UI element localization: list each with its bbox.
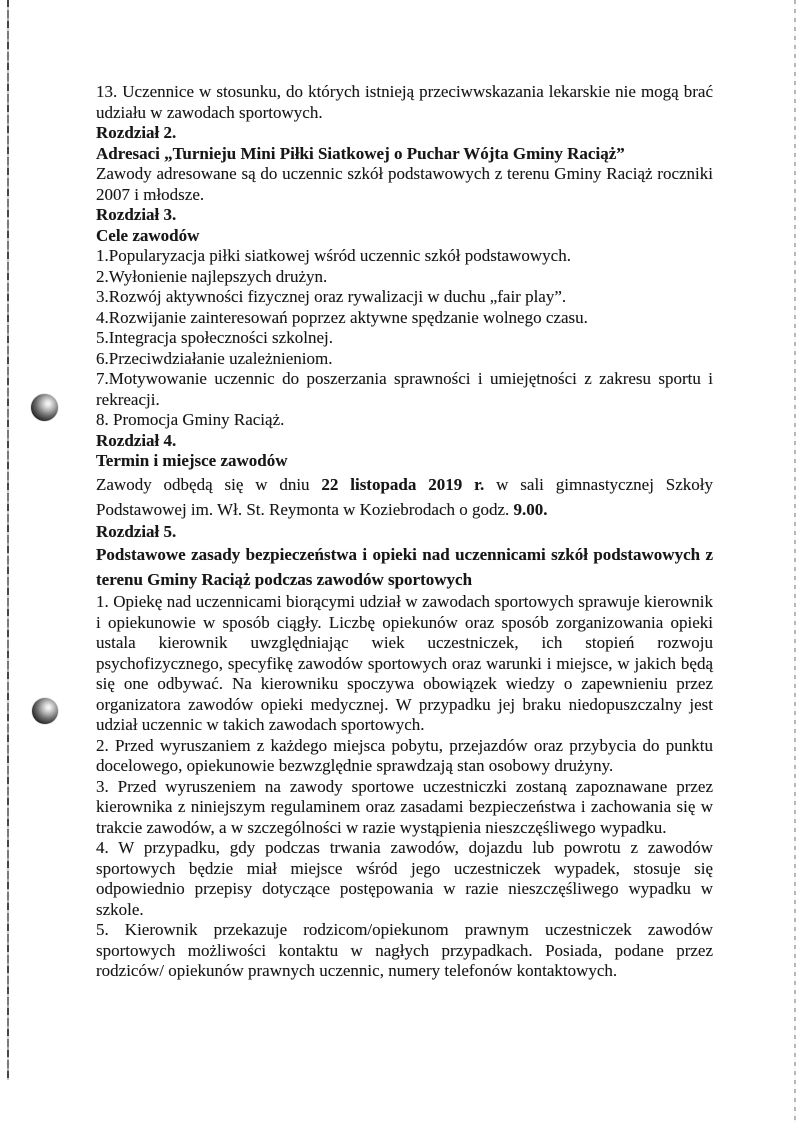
chapter-4-paragraph (96, 472, 713, 522)
event-intro-text: Zawody odbędą się w dniu (96, 474, 322, 494)
goal-item-6: 6.Przeciwdziałanie uzależnieniom. (96, 348, 333, 368)
event-venue-text: w sali gimnastycznej Szkoły Podstawowej im. Wł. St. Reymonta w Koziebrodach o godz. (96, 474, 713, 519)
chapter-5-heading: Rozdział 5. (96, 521, 177, 541)
goal-item-5: 5.Integracja społeczności szkolnej. (96, 328, 333, 347)
goal-item-7: 7.Motywowanie uczennic do poszerzania sprawności i umiejętności z zakresu sportu i rekreacji. (96, 369, 713, 409)
scan-edge-line-left (7, 0, 9, 1080)
chapter-2-paragraph: Zawody adresowane są do uczennic szkół podstawowych z terenu Gminy Raciąż roczniki 2007 i młodsze. (96, 164, 713, 204)
event-time: 9.00. (513, 499, 548, 519)
chapter-4-heading: Rozdział 4. (96, 430, 177, 450)
binder-hole-mark-top (31, 394, 58, 421)
goal-item-3: 3.Rozwój aktywności fizycznej oraz rywalizacji w duchu „fair play”. (96, 287, 567, 306)
goal-item-1: 1.Popularyzacja piłki siatkowej wśród uczennic szkół podstawowych. (96, 246, 571, 265)
chapter-2-heading: Rozdział 2. (96, 123, 177, 142)
chapter-4-subheading: Termin i miejsce zawodów (96, 451, 288, 470)
goal-item-4: 4.Rozwijanie zainteresowań poprzez aktywne spędzanie wolnego czasu. (96, 307, 588, 327)
chapter-2-subheading: Adresaci „Turnieju Mini Piłki Siatkowej o Puchar Wójta Gminy Raciąż” (96, 143, 625, 163)
safety-paragraph-5: 5. Kierownik przekazuje rodzicom/opiekunom prawnym uczestniczek zawodów sportowych możliwości kontaktu w nagłych przypadkach. Posiada, podane przez rodziców/ opiekunów prawnych uczennic, numery telefonów kontaktowych. (96, 920, 713, 980)
chapter-5-subheading: Podstawowe zasady bezpieczeństwa i opieki nad uczennicami szkół podstawowych z terenu Gminy Raciąż podczas zawodów sportowych (96, 545, 713, 589)
binder-hole-mark-bottom (32, 698, 58, 724)
safety-paragraph-2: 2. Przed wyruszaniem z każdego miejsca pobytu, przejazdów oraz przybycia do punktu docelowego, opiekunowie bezwzględnie sprawdzają stan osobowy drużyny. (96, 735, 713, 775)
safety-paragraph-1: 1. Opiekę nad uczennicami biorącymi udział w zawodach sportowych sprawuje kierownik i opiekunowie w sposób ciągły. Liczbę opiekunów oraz sposób zorganizowania opieki ustala kierownik uwzględniając wiek uczestniczek, ich stopień rozwoju psychofizycznego, specyfikę zawodów sportowych oraz warunki i miejsce, w jakich będą się one odbywać. Na kierowniku spoczywa obowiązek wiedzy o zapewnieniu przez organizatora zawodów opieki medycznej. W przypadku jej braku niedopuszczalny jest udział uczennic w takich zawodach sportowych. (96, 592, 713, 734)
chapter-3-subheading: Cele zawodów (96, 225, 200, 245)
safety-paragraph-4: 4. W przypadku, gdy podczas trwania zawodów, dojazdu lub powrotu z zawodów sportowych będzie miał miejsce wśród jego uczestniczek wypadek, stosuje się odpowiednio przepisy dotyczące postępowania w razie nieszczęśliwego wypadku w szkole. (96, 838, 713, 919)
document-body (96, 82, 713, 982)
chapter-3-heading: Rozdział 3. (96, 205, 177, 224)
safety-paragraph-3: 3. Przed wyruszeniem na zawody sportowe uczestniczki zostaną zapoznawane przez kierownika z niniejszym regulaminem oraz zasadami bezpieczeństwa i zachowania się w trakcie zawodów, a w szczególności w razie wystąpienia nieszczęśliwego wypadku. (96, 776, 713, 837)
paragraph-13: 13. Uczennice w stosunku, do których istnieją przeciwwskazania lekarskie nie mogą brać udziału w zawodach sportowych. (96, 82, 713, 122)
event-date: 22 listopada 2019 r. (321, 474, 485, 494)
goal-item-2: 2.Wyłonienie najlepszych drużyn. (96, 266, 328, 286)
goal-item-8: 8. Promocja Gminy Raciąż. (96, 410, 285, 429)
scan-edge-line-right (794, 0, 796, 1122)
